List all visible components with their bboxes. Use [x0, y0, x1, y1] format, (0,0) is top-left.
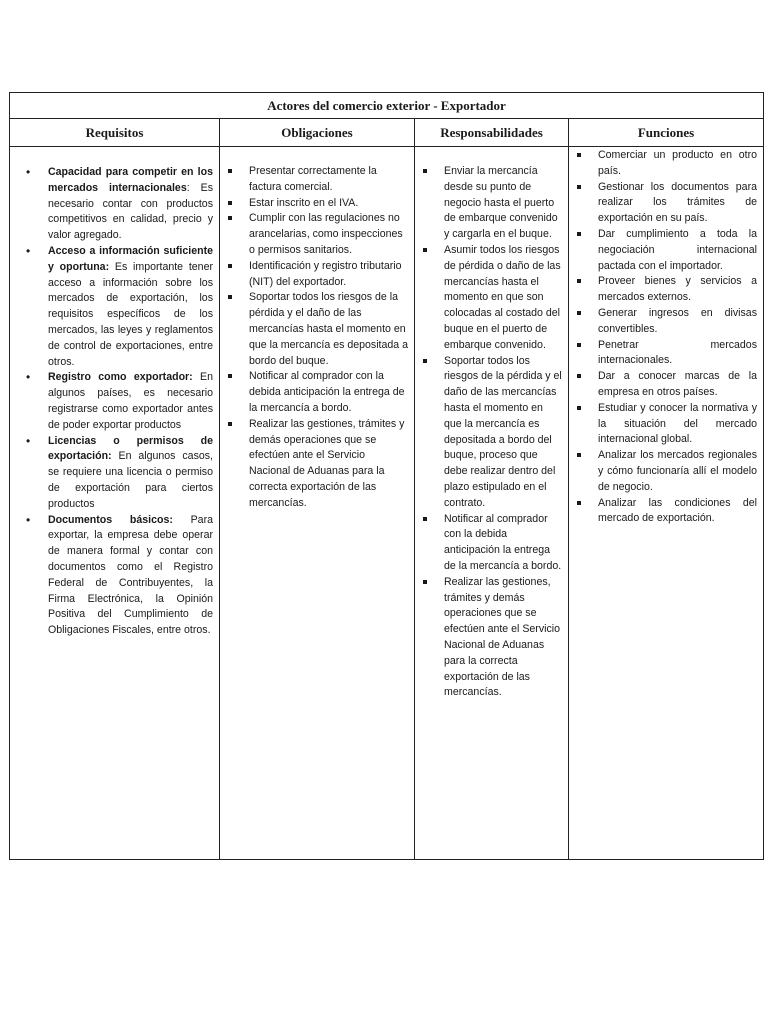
requisito-separator — [173, 514, 191, 526]
requisito-item — [48, 165, 213, 244]
requisitos-list — [10, 147, 219, 639]
requisito-text: Es necesario contar con productos competitivos en calidad, precio y valor agregado. — [48, 181, 213, 242]
responsabilidad-item: Soportar todos los riesgos de la pérdida y el daño de las mercancías hasta el momento en que la mercancía es depositada a bordo del buque, proceso que debe realizar dentro del plazo estipulado en el contrato. — [444, 354, 562, 512]
funcion-item: Comerciar un producto en otro país. — [598, 148, 757, 180]
funcion-item: Dar cumplimiento a toda la negociación internacional pactada con el importador. — [598, 227, 757, 274]
obligacion-item: Notificar al comprador con la debida anticipación la entrega de la mercancía a bordo. — [249, 369, 408, 416]
responsabilidades-cell — [415, 147, 569, 860]
obligacion-item: Realizar las gestiones, trámites y demás operaciones que se efectúen ante el Servicio Nacional de Aduanas para la correcta exportación de las mercancías. — [249, 417, 408, 512]
table-title: Actores del comercio exterior - Exportador — [10, 93, 764, 119]
requisito-term: Documentos básicos: — [48, 513, 173, 526]
obligacion-item: Soportar todos los riesgos de la pérdida y el daño de las mercancías hasta el momento en que la mercancía es depositada a bordo del buque. — [249, 290, 408, 369]
obligacion-item: Identificación y registro tributario (NIT) del exportador. — [249, 259, 408, 291]
header-obligaciones: Obligaciones — [220, 119, 415, 147]
funcion-item: Estudiar y conocer la normativa y la situación del mercado internacional global. — [598, 401, 757, 448]
requisito-item — [48, 370, 213, 433]
requisito-item — [48, 244, 213, 370]
funcion-item: Analizar las condiciones del mercado de exportación. — [598, 496, 757, 528]
obligacion-item: Cumplir con las regulaciones no arancelarias, como inspecciones o permisos sanitarios. — [249, 211, 408, 258]
requisito-term: Acceso a información suficiente y oportuna: — [48, 244, 213, 273]
requisito-separator — [193, 371, 200, 383]
funcion-item: Proveer bienes y servicios a mercados externos. — [598, 274, 757, 306]
requisito-text: En algunos países, es necesario registrarse como exportador antes de poder exportar productos — [48, 371, 213, 431]
requisito-text: Para exportar, la empresa debe operar de manera formal y contar con documentos como el Registro Federal de Contribuyentes, la Firma Electrónica, la Opinión Positiva del Cumplimiento de Obligaciones Fiscales, entre otros. — [48, 513, 213, 637]
header-requisitos: Requisitos — [10, 119, 220, 147]
requisitos-cell — [10, 147, 220, 860]
funcion-item: Gestionar los documentos para realizar los trámites de exportación en su país. — [598, 180, 757, 227]
exporter-actors-table — [9, 92, 764, 860]
requisito-term: Licencias o permisos de exportación: — [48, 434, 213, 463]
funcion-item: Generar ingresos en divisas convertibles. — [598, 306, 757, 338]
funcion-item: Dar a conocer marcas de la empresa en otros países. — [598, 369, 757, 401]
funcion-item: Analizar los mercados regionales y cómo funcionaría allí el modelo de negocio. — [598, 448, 757, 495]
funciones-cell — [569, 147, 764, 860]
responsabilidad-item: Realizar las gestiones, trámites y demás operaciones que se efectúen ante el Servicio Nacional de Aduanas para la correcta exportación de las mercancías. — [444, 575, 562, 701]
responsabilidades-list — [415, 147, 568, 701]
responsabilidad-item: Enviar la mercancía desde su punto de negocio hasta el puerto de embarque convenido y cargarla en el buque. — [444, 164, 562, 243]
requisito-text: En algunos casos, se requiere una licencia o permiso de exportación para ciertos productos — [48, 450, 213, 510]
obligaciones-list — [220, 147, 414, 512]
obligaciones-cell — [220, 147, 415, 860]
requisito-item — [48, 434, 213, 513]
requisito-separator: : — [186, 181, 201, 194]
funciones-list — [569, 147, 763, 527]
header-funciones: Funciones — [569, 119, 764, 147]
header-responsabilidades: Responsabilidades — [415, 119, 569, 147]
funcion-item: Penetrar mercados internacionales. — [598, 338, 757, 370]
responsabilidad-item: Notificar al comprador con la debida anticipación la entrega de la mercancía a bordo. — [444, 512, 562, 575]
requisito-text: Es importante tener acceso a información sobre los mercados de exportación, los requisitos específicos de los mercados, las leyes y reglamentos de control de exportaciones, entre otros. — [48, 260, 213, 368]
requisito-term: Registro como exportador: — [48, 371, 193, 384]
obligacion-item: Estar inscrito en el IVA. — [249, 196, 408, 212]
obligacion-item: Presentar correctamente la factura comercial. — [249, 164, 408, 196]
requisito-item — [48, 513, 213, 639]
requisito-separator — [112, 450, 119, 462]
requisito-term: Capacidad para competir en los mercados internacionales — [48, 166, 213, 194]
responsabilidad-item: Asumir todos los riesgos de pérdida o daño de las mercancías hasta el momento en que son colocadas al costado del buque en el puerto de embarque convenido. — [444, 243, 562, 354]
